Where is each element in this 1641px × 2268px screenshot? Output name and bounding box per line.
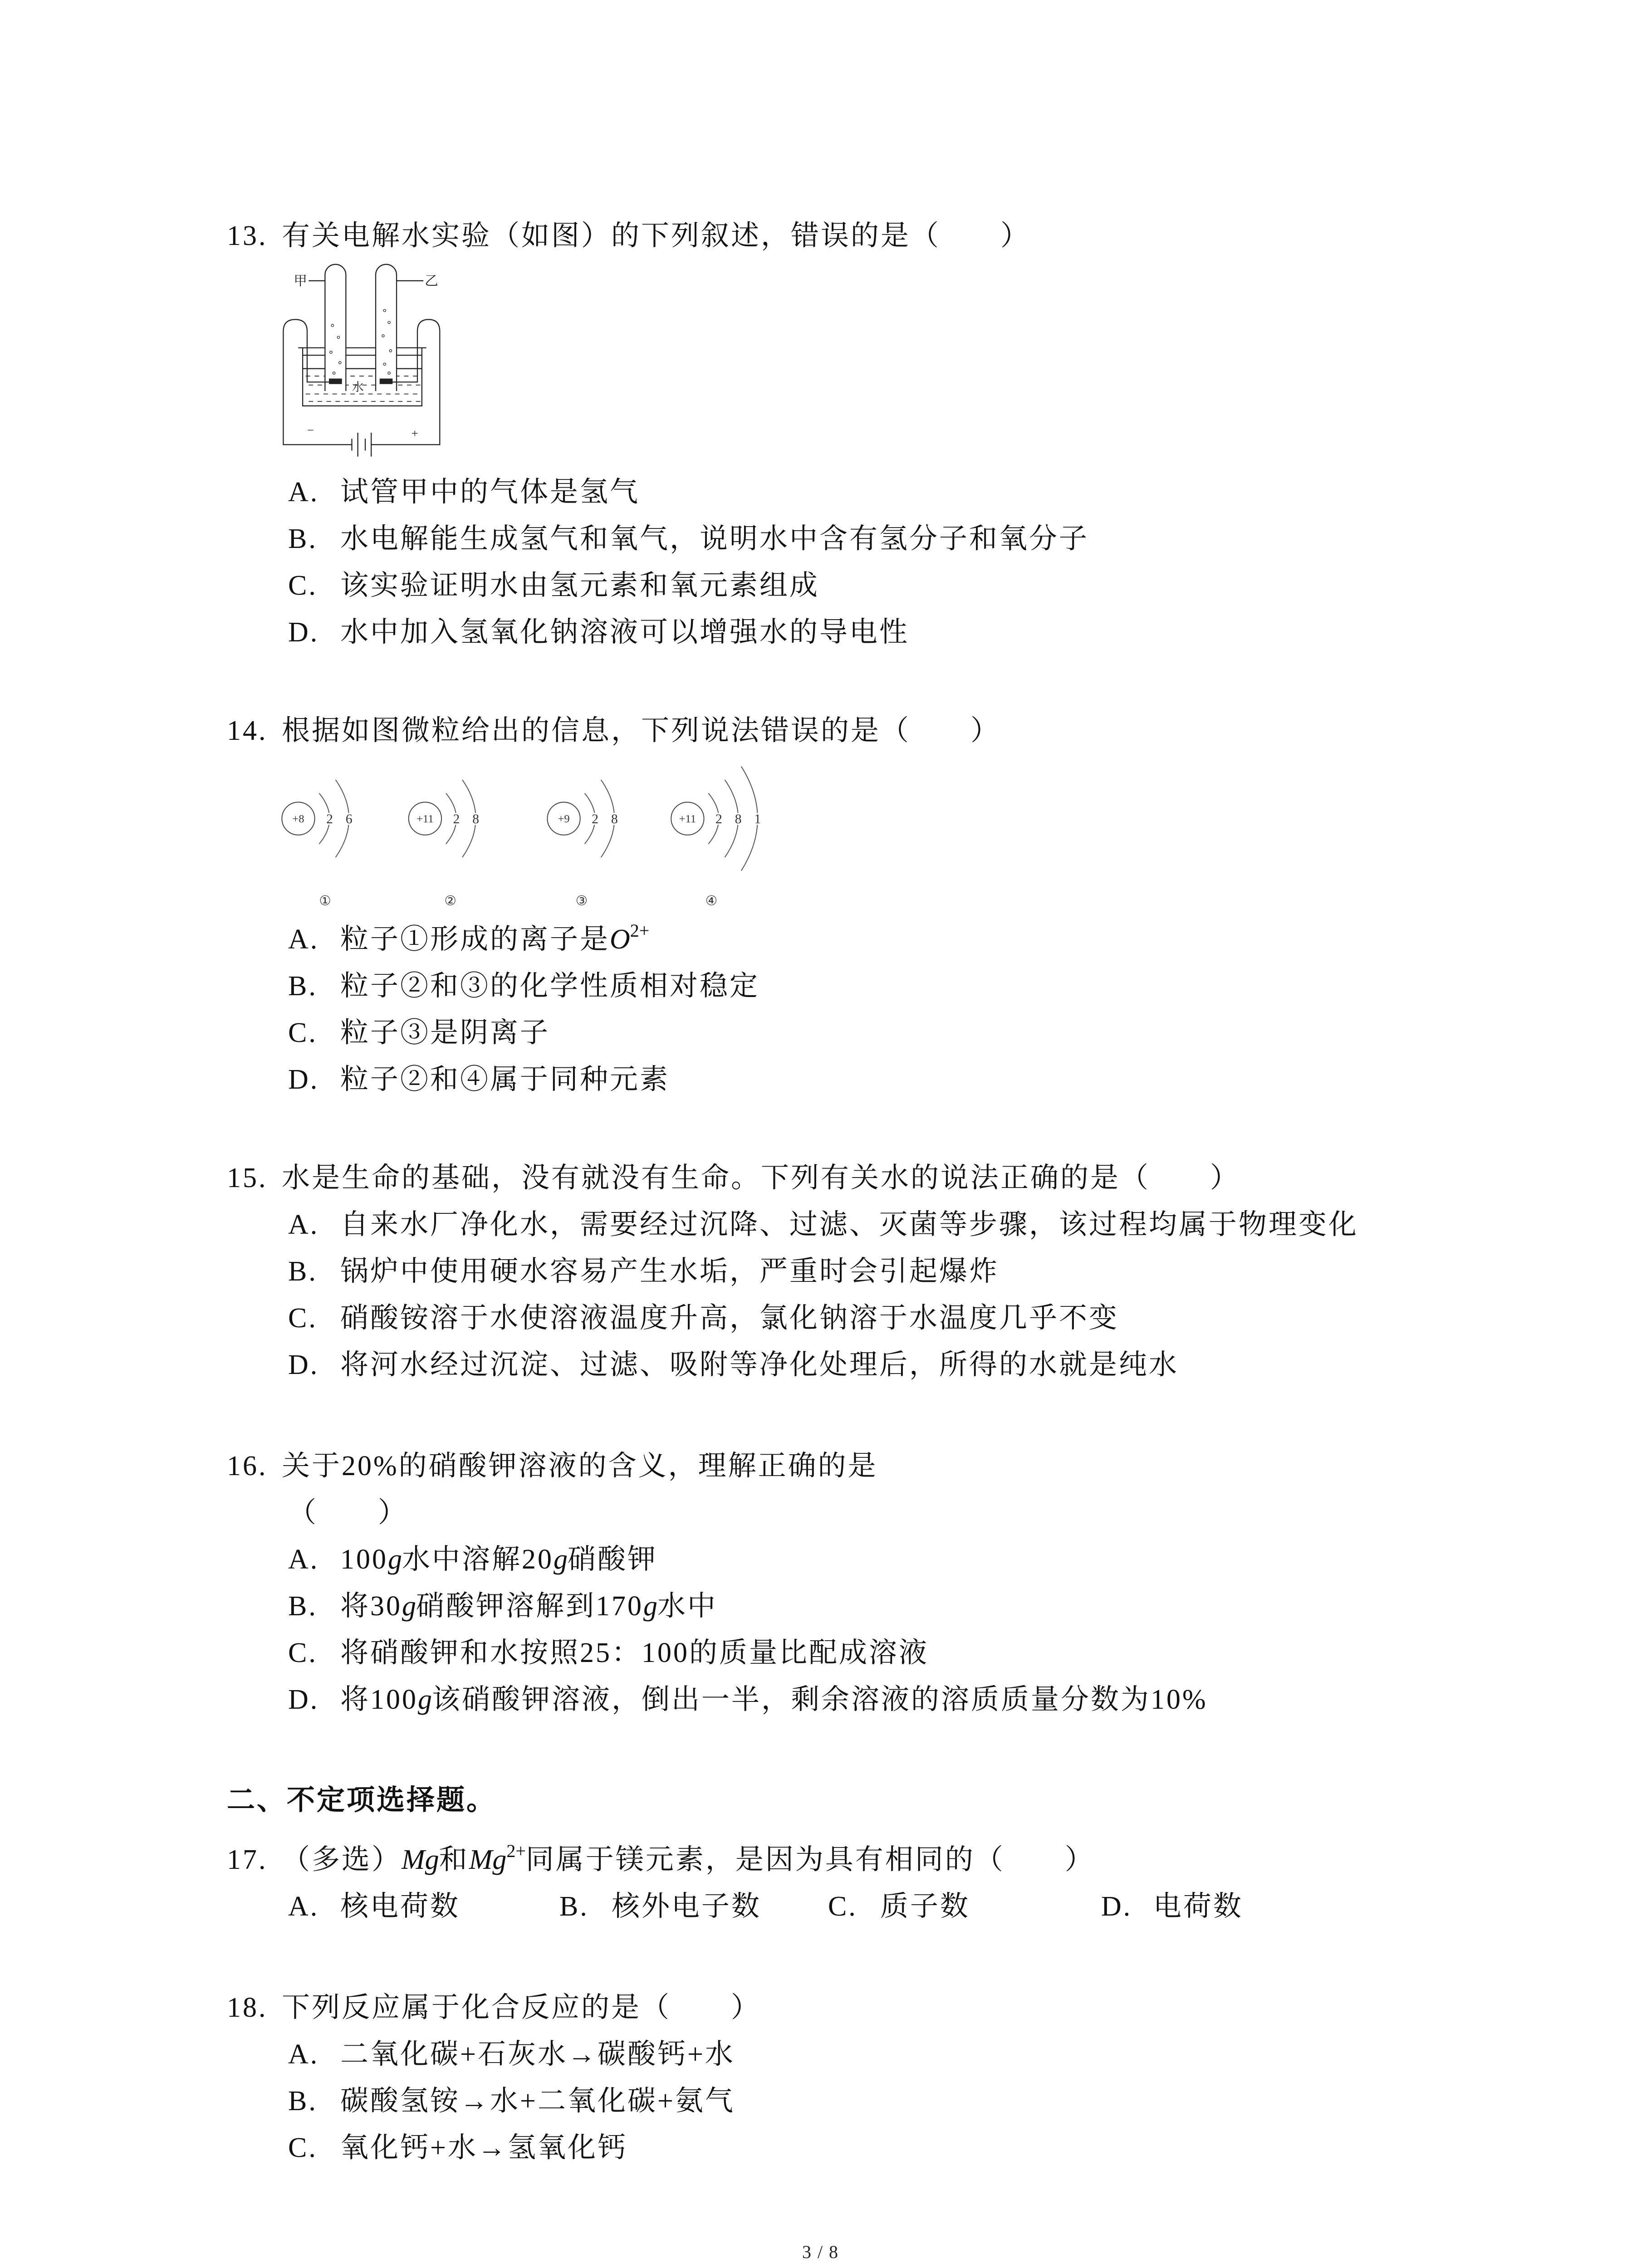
ion-symbol: O <box>610 924 630 955</box>
question-text: 水是生命的基础，没有就没有生命。下列有关水的说法正确的是（ ） <box>282 1163 1240 1193</box>
ion-charge: 2+ <box>506 1841 526 1861</box>
option-label: C. <box>288 570 318 601</box>
option-label: D. <box>288 1064 319 1095</box>
question-text: 关于20%的硝酸钾溶液的含义，理解正确的是 <box>282 1451 878 1481</box>
option-text: 硝酸钾溶解到170 <box>416 1591 644 1622</box>
option-text: 碳酸氢铵→水+二氧化碳+氨气 <box>340 2086 735 2116</box>
page-number: 3 / 8 <box>802 2242 839 2262</box>
option-d <box>227 1677 1588 1723</box>
option-label: B. <box>559 1891 589 1922</box>
option-d <box>227 1056 1588 1103</box>
option-label: B. <box>288 971 318 1002</box>
nucleus-charge: +9 <box>558 813 570 826</box>
option-text: 将河水经过沉淀、过滤、吸附等净化处理后，所得的水就是纯水 <box>340 1349 1179 1380</box>
option-text: 核外电子数 <box>612 1891 762 1922</box>
nucleus-charge: +11 <box>679 813 696 826</box>
option-label: A. <box>288 924 319 955</box>
beaker-outline <box>303 348 422 406</box>
option-label: B. <box>288 1256 318 1287</box>
option-b <box>559 1883 761 1930</box>
option-text: 硝酸钾 <box>568 1544 658 1575</box>
option-c <box>227 1010 1588 1056</box>
option-text: 水电解能生成氢气和氧气，说明水中含有氢分子和氧分子 <box>340 523 1089 554</box>
electrode-right <box>380 379 392 384</box>
option-label: D. <box>288 1684 319 1715</box>
atom-label: ② <box>444 894 457 909</box>
option-text: 自来水厂净化水，需要经过沉降、过滤、灭菌等步骤，该过程均属于物理变化 <box>340 1209 1359 1240</box>
option-text: 粒子③是阴离子 <box>340 1017 550 1048</box>
question-stem <box>227 1155 1588 1202</box>
question-text: 根据如图微粒给出的信息，下列说法错误的是（ ） <box>282 715 1001 746</box>
option-d <box>1101 1883 1243 1930</box>
atom-label: ④ <box>705 894 718 909</box>
option-text: 100 <box>340 1544 388 1575</box>
electron-count: 2 <box>453 812 460 827</box>
option-label: D. <box>288 1349 319 1380</box>
electrode-left <box>329 379 341 384</box>
option-c <box>227 562 1588 609</box>
option-text: 核电荷数 <box>340 1891 460 1922</box>
test-tube-right <box>376 264 397 391</box>
question-15 <box>227 1155 1588 1388</box>
question-text: 和 <box>439 1844 469 1875</box>
question-number: 16. <box>227 1451 268 1481</box>
option-label: D. <box>288 617 319 648</box>
option-b <box>227 2078 1588 2125</box>
option-label: B. <box>288 2086 318 2116</box>
question-text: 同属于镁元素，是因为具有相同的（ ） <box>525 1844 1095 1875</box>
nucleus-charge: +8 <box>292 813 304 826</box>
question-number: 18. <box>227 1992 268 2023</box>
option-label: D. <box>1101 1891 1132 1922</box>
atom-diagram-1 <box>282 780 352 908</box>
option-text: 粒子②和④属于同种元素 <box>340 1064 670 1095</box>
unit-symbol: g <box>554 1544 568 1575</box>
option-c <box>828 1883 970 1930</box>
question-stem <box>227 1984 1588 2031</box>
atom-diagram-4 <box>671 767 761 909</box>
electron-count: 2 <box>715 812 722 827</box>
option-a <box>227 1202 1588 1248</box>
electron-count: 2 <box>592 812 599 827</box>
question-number: 15. <box>227 1163 268 1193</box>
electron-count: 8 <box>611 812 618 827</box>
option-label: C. <box>828 1891 857 1922</box>
nucleus-charge: +11 <box>416 813 434 826</box>
option-label: A. <box>288 477 319 508</box>
question-number: 13. <box>227 220 268 251</box>
electron-count: 6 <box>345 812 353 827</box>
question-17 <box>227 1837 1588 1930</box>
electron-count: 8 <box>472 812 480 827</box>
battery-icon <box>352 433 372 457</box>
option-b <box>227 1583 1588 1630</box>
option-a <box>288 1883 460 1930</box>
question-stem <box>227 1837 1588 1883</box>
element-symbol: Mg <box>402 1844 439 1875</box>
option-text: 氧化钙+水→氢氧化钙 <box>340 2132 627 2163</box>
option-text: 将硝酸钾和水按照25：100的质量比配成溶液 <box>340 1637 929 1668</box>
question-prefix: （多选） <box>282 1844 402 1875</box>
option-c <box>227 2125 1588 2171</box>
electron-count: 1 <box>754 812 761 827</box>
option-text: 硝酸铵溶于水使溶液温度升高，氯化钠溶于水温度几乎不变 <box>340 1303 1119 1334</box>
ion-symbol: Mg <box>469 1844 507 1875</box>
option-label: A. <box>288 2039 319 2070</box>
option-label: A. <box>288 1209 319 1240</box>
ion-charge: 2+ <box>630 920 650 941</box>
unit-symbol: g <box>402 1591 416 1622</box>
option-text: 锅炉中使用硬水容易产生水垢，严重时会引起爆炸 <box>340 1256 999 1287</box>
option-d <box>227 609 1588 656</box>
option-label: A. <box>288 1544 319 1575</box>
atom-label: ① <box>319 894 331 909</box>
question-text: 下列反应属于化合反应的是（ ） <box>282 1992 761 2023</box>
option-b <box>227 516 1588 562</box>
negative-terminal-label: − <box>307 424 314 437</box>
option-label: C. <box>288 2132 318 2163</box>
electron-count: 2 <box>326 812 333 827</box>
question-14 <box>227 708 1588 1103</box>
question-18 <box>227 1984 1588 2171</box>
tube-left-label: 甲 <box>294 274 307 288</box>
option-text: 电荷数 <box>1153 1891 1244 1922</box>
option-a <box>227 469 1588 516</box>
option-b <box>227 1248 1588 1295</box>
question-stem <box>227 1443 1588 1490</box>
figure-area <box>227 754 1588 916</box>
unit-symbol: g <box>643 1591 658 1622</box>
question-text: 有关电解水实验（如图）的下列叙述，错误的是（ ） <box>282 220 1031 251</box>
water-label: 水 <box>352 380 364 394</box>
tube-right-label: 乙 <box>425 274 439 288</box>
option-d <box>227 1342 1588 1388</box>
atomic-structure-diagrams <box>276 753 783 914</box>
options-row <box>227 1883 1588 1930</box>
test-tube-left <box>325 264 346 391</box>
positive-terminal-label: + <box>411 426 418 440</box>
question-stem <box>227 213 1588 259</box>
section-heading: 二、不定项选择题。 <box>227 1785 497 1816</box>
option-text: 试管甲中的气体是氢气 <box>340 477 640 508</box>
unit-symbol: g <box>418 1684 432 1715</box>
question-number: 17. <box>227 1844 268 1875</box>
question-16 <box>227 1443 1588 1723</box>
option-b <box>227 963 1588 1010</box>
option-label: C. <box>288 1017 318 1048</box>
question-13 <box>227 213 1588 656</box>
atom-label: ③ <box>575 894 588 909</box>
question-number: 14. <box>227 715 268 746</box>
unit-symbol: g <box>388 1544 402 1575</box>
option-text: 将30 <box>340 1591 402 1622</box>
atom-diagram-2 <box>409 780 479 908</box>
option-text: 水中加入氢氧化钠溶液可以增强水的导电性 <box>340 617 910 648</box>
option-text: 该硝酸钾溶液，倒出一半，剩余溶液的溶质质量分数为10% <box>432 1684 1208 1715</box>
option-a <box>227 916 1588 963</box>
answer-parentheses: （ ） <box>288 1497 408 1528</box>
option-label: C. <box>288 1637 318 1668</box>
option-text: 粒子①形成的离子是 <box>340 924 610 955</box>
question-stem-continuation <box>227 1490 1588 1536</box>
option-text: 二氧化碳+石灰水→碳酸钙+水 <box>340 2039 735 2070</box>
option-label: C. <box>288 1303 318 1334</box>
option-label: A. <box>288 1891 319 1922</box>
option-a <box>227 1536 1588 1583</box>
atom-diagram-3 <box>547 780 617 908</box>
option-label: B. <box>288 523 318 554</box>
option-text: 质子数 <box>880 1891 970 1922</box>
option-text: 水中溶解20 <box>402 1544 554 1575</box>
option-c <box>227 1630 1588 1677</box>
option-text: 将100 <box>340 1684 418 1715</box>
electrolysis-apparatus-diagram <box>276 257 449 463</box>
option-text: 水中 <box>657 1591 718 1622</box>
electron-count: 8 <box>735 812 742 827</box>
question-stem <box>227 708 1588 754</box>
option-text: 粒子②和③的化学性质相对稳定 <box>340 971 760 1002</box>
option-a <box>227 2031 1588 2078</box>
figure-area <box>227 259 1588 469</box>
option-c <box>227 1295 1588 1342</box>
option-text: 该实验证明水由氢元素和氧元素组成 <box>340 570 820 601</box>
option-label: B. <box>288 1591 318 1622</box>
